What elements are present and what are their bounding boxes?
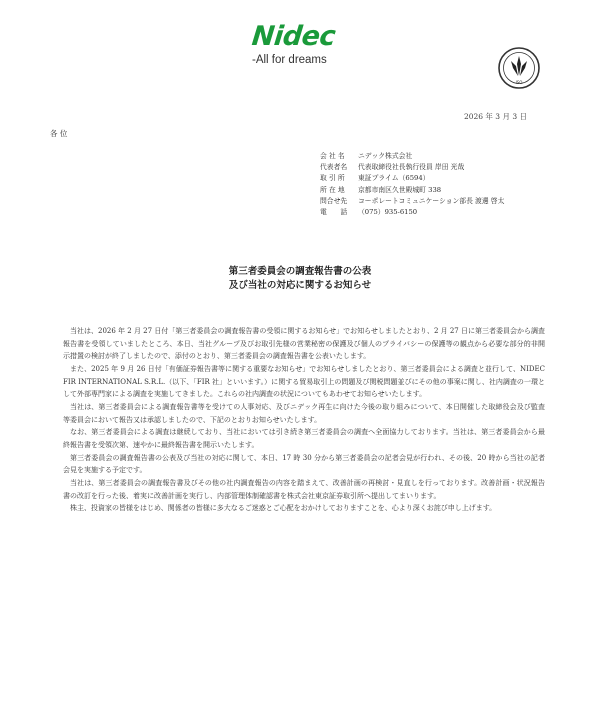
info-value: 京都市南区久世殿城町 338 xyxy=(358,185,442,194)
company-info-block xyxy=(320,151,504,218)
info-row-address xyxy=(320,185,504,196)
body-paragraph: 当社は、第三者委員会による調査報告書等を受けての人事対応、及びニデック再生に向けた今後の取り組みについて、本日開催した取締役会及び監査等委員会において報告又は承認しましたので、下記のとおりお知らせいたします。 xyxy=(63,402,545,424)
company-logo xyxy=(252,22,362,66)
issue-date: 2026 年 3 月 3 日 xyxy=(463,112,527,121)
body-paragraph: また、2025 年 9 月 26 日付「有価証券報告書等に関する重要なお知らせ」でお知らせしましたとおり、第三者委員会による調査と並行して、NIDEC FIR INTERNATIONAL S.R.L.（以下、「FIR 社」といいます。）に関する貿易取引上の問題及び関税問題並びにその他の事案に関し、社内調査の一環として外部専門家による調査を実施してきました。これらの社内調査の状況についてもあわせてお知らせいたします。 xyxy=(63,364,545,399)
info-value: 代表取締役社長執行役員 岸田 光哉 xyxy=(358,163,465,172)
info-value: ニデック株式会社 xyxy=(358,152,413,160)
notice-title-line: 第三者委員会の調査報告書の公表 xyxy=(228,266,372,277)
body-paragraph: 第三者委員会の調査報告書の公表及び当社の対応に関して、本日、17 時 30 分から第三者委員会の記者会見が行われ、その後、20 時から当社の記者会見を実施する予定です。 xyxy=(63,453,545,475)
info-value: （075）935-6150 xyxy=(358,208,418,217)
addressee: 各 位 xyxy=(50,129,68,138)
info-row-phone xyxy=(320,207,504,218)
notice-title xyxy=(0,265,600,293)
info-row-contact xyxy=(320,196,504,207)
info-key: 会 社 名 xyxy=(320,152,345,160)
info-row-company xyxy=(320,151,504,162)
body-paragraph: なお、第三者委員会による調査は継続しており、当社においては引き続き第三者委員会の調査へ全面協力しております。当社は、第三者委員会から最終報告書を受領次第、速やかに最終報告書を開示いたします。 xyxy=(63,428,545,449)
info-key: 電 話 xyxy=(320,208,348,217)
notice-body xyxy=(63,325,545,515)
body-paragraph: 当社は、2026 年 2 月 27 日付「第三者委員会の調査報告書の受領に関するお知らせ」でお知らせしましたとおり、2 月 27 日に第三者委員会から調査報告書を受領していましたところ、本日、当社グループ及びお取引先様の営業秘密の保護及び個人のプライバシーの保護等の観点から必要な部分的非開示措置の検討が終了しましたので、添付のとおり、第三者委員会の調査報告書を公表いたします。 xyxy=(63,327,545,361)
info-key: 問合せ先 xyxy=(320,196,348,205)
logo-tagline: -All for dreams xyxy=(252,54,327,66)
logo-wordmark: Nidec xyxy=(250,21,337,52)
info-key: 所 在 地 xyxy=(320,185,345,194)
svg-text:ISO: ISO xyxy=(515,80,523,85)
body-paragraph: 株主、投資家の皆様をはじめ、関係者の皆様に多大なるご迷惑とご心配をおかけしておりますことを、心より深くお詫び申し上げます。 xyxy=(70,504,497,513)
info-key: 代表者名 xyxy=(320,163,348,172)
body-paragraph: 当社は、第三者委員会の調査報告書及びその他の社内調査報告の内容を踏まえて、改善計画の再検討・見直しを行っております。改善計画・状況報告書の改訂を行った後、着実に改善計画を実行し、内部管理体制確認書を株式会社東京証券取引所へ提出してまいります。 xyxy=(63,478,545,500)
info-key: 取 引 所 xyxy=(320,174,345,183)
info-value: 東証プライム（6594） xyxy=(358,174,430,183)
notice-title-line: 及び当社の対応に関するお知らせ xyxy=(228,280,372,291)
certification-emblem-icon xyxy=(497,46,541,90)
info-row-representative xyxy=(320,162,504,173)
info-row-exchange xyxy=(320,173,504,184)
info-value: コーポレートコミュニケーション部長 渡邊 啓太 xyxy=(358,196,505,205)
